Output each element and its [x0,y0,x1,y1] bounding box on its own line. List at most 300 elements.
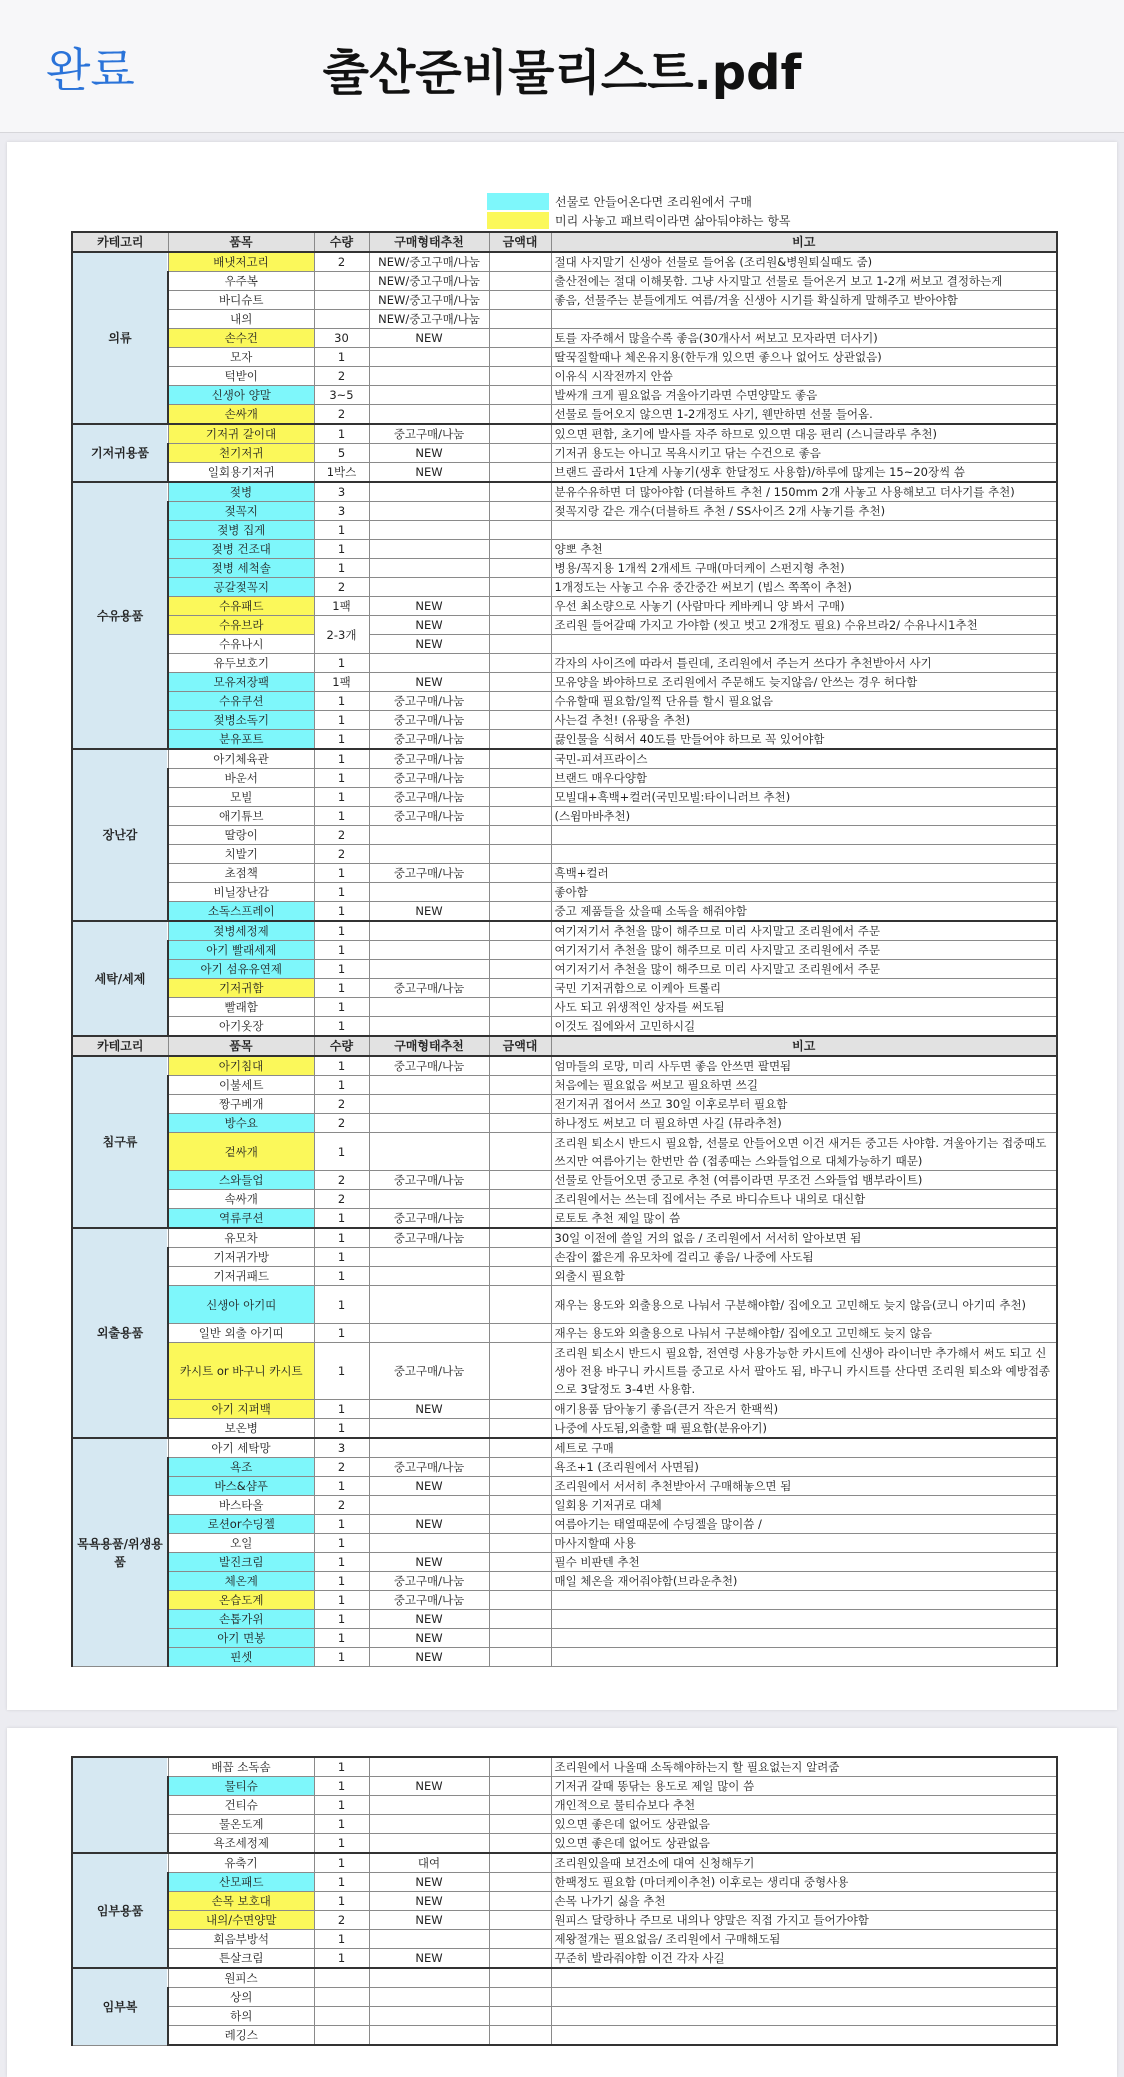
price-cell [489,1591,551,1610]
note-cell: 양뽀 추천 [551,540,1057,559]
price-cell [489,635,551,654]
note-cell: 브랜드 골라서 1단계 사놓기(생후 한달정도 사용함)/하루에 많게는 15~20장씩 씀 [551,463,1057,483]
price-cell [489,1988,551,2007]
qty-cell: 2 [314,405,369,425]
item-cell: 유모차 [168,1228,314,1248]
item-cell: 아기옷장 [168,1017,314,1037]
item-cell: 모빌 [168,788,314,807]
buy-type-cell: 중고구매/나눔 [369,788,489,807]
price-cell [489,1458,551,1477]
table-row [72,1209,1057,1229]
table-row [72,1515,1057,1534]
item-cell: 이불세트 [168,1076,314,1095]
note-cell [551,2026,1057,2046]
item-cell: 로션or수딩젤 [168,1515,314,1534]
item-cell: 젖병 세척솔 [168,559,314,578]
note-cell: 마사지할때 사용 [551,1534,1057,1553]
price-cell [489,730,551,750]
item-cell: 체온계 [168,1572,314,1591]
buy-type-cell: NEW [369,1553,489,1572]
note-cell: 중고 제품들을 샀을때 소독을 해줘야함 [551,902,1057,922]
category-cell: 외출용품 [72,1228,168,1438]
price-cell [489,1286,551,1324]
buy-type-cell: 중고구매/나눔 [369,807,489,826]
legend-item [487,211,791,230]
price-cell [489,1228,551,1248]
note-cell: 각자의 사이즈에 따라서 틀린데, 조리원에서 주는거 쓰다가 추천받아서 사기 [551,654,1057,673]
item-cell: 아기 섬유유연제 [168,960,314,979]
item-cell: 수유나시 [168,635,314,654]
table-row [72,1648,1057,1667]
item-cell: 아기 세탁망 [168,1438,314,1458]
price-cell [489,1343,551,1400]
price-cell [489,1648,551,1667]
qty-cell: 3 [314,482,369,502]
note-cell: 욕조+1 (조리원에서 사면됨) [551,1458,1057,1477]
header-category: 카테고리 [72,1036,168,1056]
buy-type-cell [369,1968,489,1988]
header-item: 품목 [168,1036,314,1056]
qty-cell: 1 [314,1572,369,1591]
price-cell [489,1017,551,1037]
table-row [72,1834,1057,1854]
note-cell: 좋아함 [551,883,1057,902]
buy-type-cell [369,540,489,559]
qty-cell: 1 [314,1892,369,1911]
qty-cell [314,2007,369,2026]
qty-cell: 1 [314,1076,369,1095]
item-cell: 핀셋 [168,1648,314,1667]
note-cell [551,1610,1057,1629]
qty-cell: 1 [314,1056,369,1076]
qty-cell [314,2026,369,2046]
buy-type-cell [369,883,489,902]
item-cell: 배냇저고리 [168,252,314,272]
buy-type-cell: NEW [369,1949,489,1969]
table-row [72,597,1057,616]
note-cell: 조리원 퇴소시 반드시 필요함, 선물로 안들어오면 이건 새거든 중고든 사야함. 겨울아기는 접중때도 쓰지만 여름아기는 한번만 씀 (접종때는 스와들업으로 대체가능하기 때문) [551,1133,1057,1171]
note-cell: 외출시 필요함 [551,1267,1057,1286]
price-cell [489,1477,551,1496]
qty-cell: 2 [314,578,369,597]
item-cell: 회음부방석 [168,1930,314,1949]
price-cell [489,845,551,864]
table-row [72,1190,1057,1209]
buy-type-cell [369,941,489,960]
qty-cell: 1 [314,1133,369,1171]
qty-cell: 2 [314,1095,369,1114]
qty-cell: 1 [314,960,369,979]
legend-text: 선물로 안들어온다면 조리원에서 구매 [555,195,752,209]
table-row [72,1911,1057,1930]
qty-cell: 2 [314,1911,369,1930]
buy-type-cell [369,1190,489,1209]
buy-type-cell: 중고구매/나눔 [369,692,489,711]
qty-cell: 1 [314,788,369,807]
buy-type-cell [369,405,489,425]
price-cell [489,921,551,941]
buy-type-cell: NEW [369,1610,489,1629]
price-cell [489,769,551,788]
legend-swatch-cyan [487,193,549,210]
qty-cell: 2 [314,252,369,272]
qty-cell: 1 [314,941,369,960]
qty-cell: 1 [314,1477,369,1496]
buy-type-cell [369,2026,489,2046]
buy-type-cell [369,998,489,1017]
buy-type-cell: NEW/중고구매/나눔 [369,310,489,329]
table-row [72,1228,1057,1248]
qty-cell: 1 [314,540,369,559]
note-cell: 여기저기서 추천을 많이 해주므로 미리 사지말고 조리원에서 주문 [551,941,1057,960]
qty-cell: 1 [314,1534,369,1553]
item-cell: 짱구베개 [168,1095,314,1114]
table-row [72,979,1057,998]
pdf-page-1 [7,142,1117,1710]
qty-cell: 1 [314,1610,369,1629]
note-cell: 사도 되고 위생적인 상자를 써도됨 [551,998,1057,1017]
header-price: 금액대 [489,232,551,252]
table-row [72,482,1057,502]
buy-type-cell [369,2007,489,2026]
item-cell: 턱받이 [168,367,314,386]
note-cell [551,826,1057,845]
price-cell [489,252,551,272]
category-cell: 세탁/세제 [72,921,168,1036]
item-cell: 상의 [168,1988,314,2007]
qty-cell: 1 [314,348,369,367]
price-cell [489,1400,551,1419]
table-row [72,1534,1057,1553]
qty-cell: 1 [314,1419,369,1439]
qty-cell: 1 [314,902,369,922]
item-cell: 젖꼭지 [168,502,314,521]
buy-type-cell: NEW [369,1629,489,1648]
qty-cell: 1 [314,1324,369,1343]
qty-cell: 2 [314,367,369,386]
category-cell: 기저귀용품 [72,424,168,482]
buy-type-cell [369,1095,489,1114]
note-cell [551,1988,1057,2007]
note-cell: 1개정도는 사놓고 수유 중간중간 써보기 (빕스 쪽쪽이 추천) [551,578,1057,597]
item-cell: 수유패드 [168,597,314,616]
buy-type-cell [369,1496,489,1515]
item-cell: 소독스프레이 [168,902,314,922]
note-cell: 기저귀 용도는 아니고 목욕시키고 닦는 수건으로 좋음 [551,444,1057,463]
buy-type-cell [369,1133,489,1171]
qty-cell: 1 [314,1853,369,1873]
table-row [72,329,1057,348]
price-cell [489,902,551,922]
price-cell [489,673,551,692]
item-cell: 초점책 [168,864,314,883]
note-cell: 조리원 퇴소시 반드시 필요함, 전연령 사용가능한 카시트에 신생아 라이너만 추가해서 써도 되고 신생아 전용 바구니 카시트를 중고로 사서 팔아도 됨, 바구니 카시트를 산다면 조리원 퇴소와 예방접종으로 3달정도 3-4번 사용함. [551,1343,1057,1400]
category-cell: 임부복 [72,1968,168,2045]
item-cell: 모유저장팩 [168,673,314,692]
table-row [72,348,1057,367]
item-cell: 내의/수면양말 [168,1911,314,1930]
item-cell: 카시트 or 바구니 카시트 [168,1343,314,1400]
qty-cell: 1 [314,1949,369,1969]
note-cell: 전기저귀 접어서 쓰고 30일 이후로부터 필요함 [551,1095,1057,1114]
buy-type-cell: NEW [369,1400,489,1419]
qty-cell [314,1968,369,1988]
note-cell: 흑백+컬러 [551,864,1057,883]
item-cell: 기저귀함 [168,979,314,998]
buy-type-cell [369,578,489,597]
item-cell: 손목 보호대 [168,1892,314,1911]
price-cell [489,1248,551,1267]
table-row [72,1248,1057,1267]
table-row [72,578,1057,597]
buy-type-cell [369,1267,489,1286]
item-cell: 방수요 [168,1114,314,1133]
qty-cell: 1 [314,921,369,941]
note-cell: 나중에 사도됨,외출할 때 필요함(분유아기) [551,1419,1057,1439]
qty-cell: 3 [314,502,369,521]
note-cell [551,1968,1057,1988]
buy-type-cell: NEW [369,1515,489,1534]
item-cell: 욕조 [168,1458,314,1477]
buy-type-cell: NEW/중고구매/나눔 [369,272,489,291]
note-cell: 이유식 시작전까지 안씀 [551,367,1057,386]
price-cell [489,864,551,883]
buy-type-cell [369,1930,489,1949]
table-row [72,405,1057,425]
table-row [72,1267,1057,1286]
item-cell: 유두보호기 [168,654,314,673]
price-cell [489,1133,551,1171]
note-cell: 여름아기는 태열때문에 수딩젤을 많이씀 / [551,1515,1057,1534]
table-row [72,463,1057,483]
price-cell [489,1777,551,1796]
buy-type-cell [369,1534,489,1553]
qty-cell: 2 [314,1171,369,1190]
buy-type-cell [369,1757,489,1777]
note-cell: 조리원에서 나올때 소독해야하는지 할 필요없는지 알려줌 [551,1757,1057,1777]
qty-cell: 1 [314,711,369,730]
buy-type-cell [369,1834,489,1854]
price-cell [489,1610,551,1629]
item-cell: 물온도계 [168,1815,314,1834]
note-cell: 엄마들의 로망, 미리 사두면 좋음 안쓰면 팔면됨 [551,1056,1057,1076]
buy-type-cell: 중고구매/나눔 [369,730,489,750]
price-cell [489,1930,551,1949]
item-cell: 신생아 양말 [168,386,314,405]
qty-cell: 1 [314,1648,369,1667]
buy-type-cell [369,1076,489,1095]
table-row [72,1286,1057,1324]
qty-cell: 5 [314,444,369,463]
item-cell: 하의 [168,2007,314,2026]
price-cell [489,1572,551,1591]
price-cell [489,826,551,845]
buy-type-cell: 중고구매/나눔 [369,1171,489,1190]
item-cell: 신생아 아기띠 [168,1286,314,1324]
buy-type-cell [369,960,489,979]
legend-swatch-yellow [487,212,549,229]
price-cell [489,1629,551,1648]
header-category: 카테고리 [72,232,168,252]
price-cell [489,998,551,1017]
table-row [72,1853,1057,1873]
buy-type-cell: 중고구매/나눔 [369,1591,489,1610]
price-cell [489,482,551,502]
table-row [72,1572,1057,1591]
note-cell: 꾸준히 발라줘야함 이건 각자 사길 [551,1949,1057,1969]
buy-type-cell [369,1248,489,1267]
item-cell: 모자 [168,348,314,367]
qty-cell: 1 [314,1834,369,1854]
note-cell [551,1591,1057,1610]
table-row [72,1757,1057,1777]
buy-type-cell: NEW [369,635,489,654]
table-row [72,1133,1057,1171]
qty-cell: 1 [314,424,369,444]
price-cell [489,1496,551,1515]
item-cell: 기저귀패드 [168,1267,314,1286]
item-cell: 스와들업 [168,1171,314,1190]
price-cell [489,1095,551,1114]
buy-type-cell: 대여 [369,1853,489,1873]
buy-type-cell: 중고구매/나눔 [369,1209,489,1229]
category-cell: 목욕용품/위생용품 [72,1438,168,1667]
note-cell: 있으면 좋은데 없어도 상관없음 [551,1834,1057,1854]
qty-cell: 1박스 [314,463,369,483]
price-cell [489,941,551,960]
note-cell: 국민-피셔프라이스 [551,749,1057,769]
price-cell [489,1267,551,1286]
note-cell: 있으면 편함, 초기에 발사를 자주 하므로 있으면 대응 편리 (스니글라루 추천) [551,424,1057,444]
buy-type-cell [369,654,489,673]
header-buy-type: 구매형태추천 [369,232,489,252]
table-row [72,2026,1057,2046]
table-header-row [72,1036,1057,1056]
price-cell [489,386,551,405]
note-cell: 선물로 들어오지 않으면 1-2개정도 사기, 웬만하면 선물 들어옴. [551,405,1057,425]
table-row [72,424,1057,444]
legend-text: 미리 사놓고 패브릭이라면 삶아둬야하는 항목 [555,214,791,228]
table-row [72,1930,1057,1949]
qty-cell: 1 [314,1228,369,1248]
header-price: 금액대 [489,1036,551,1056]
table-row [72,1968,1057,1988]
price-cell [489,788,551,807]
note-cell [551,2007,1057,2026]
item-cell: 내의 [168,310,314,329]
item-cell: 빨래함 [168,998,314,1017]
table-row [72,444,1057,463]
item-cell: 기저귀가방 [168,1248,314,1267]
price-cell [489,1534,551,1553]
table-row [72,1438,1057,1458]
table-header-row [72,232,1057,252]
price-cell [489,1553,551,1572]
buy-type-cell: NEW [369,329,489,348]
price-cell [489,291,551,310]
qty-cell: 1 [314,692,369,711]
item-cell: 건티슈 [168,1796,314,1815]
note-cell: (스윔마바추천) [551,807,1057,826]
header-item: 품목 [168,232,314,252]
price-cell [489,2007,551,2026]
buy-type-cell [369,521,489,540]
buy-type-cell [369,559,489,578]
pdf-page-2 [7,1728,1117,2077]
note-cell: 이것도 집에와서 고민하시길 [551,1017,1057,1037]
qty-cell: 1 [314,749,369,769]
price-cell [489,348,551,367]
table-row [72,883,1057,902]
price-cell [489,1419,551,1439]
note-cell: 여기저기서 추천을 많이 해주므로 미리 사지말고 조리원에서 주문 [551,960,1057,979]
price-cell [489,1834,551,1854]
buy-type-cell: NEW [369,1911,489,1930]
qty-cell: 1 [314,1515,369,1534]
item-cell: 아기 빨래세제 [168,941,314,960]
item-cell: 분유포트 [168,730,314,750]
item-cell: 기저귀 갈이대 [168,424,314,444]
table-row [72,1591,1057,1610]
item-cell: 젖병 집게 [168,521,314,540]
buy-type-cell [369,348,489,367]
qty-cell: 1 [314,883,369,902]
document-title: 출산준비물리스트.pdf [322,45,802,101]
qty-cell: 1 [314,559,369,578]
qty-cell [314,272,369,291]
item-cell: 바디슈트 [168,291,314,310]
qty-cell [314,291,369,310]
buy-type-cell [369,1324,489,1343]
note-cell: 조리원에서 서서히 추천받아서 구매해놓으면 됨 [551,1477,1057,1496]
qty-cell: 2-3개 [314,616,369,654]
qty-cell [314,1988,369,2007]
checklist-table-continued [71,1756,1058,2046]
item-cell: 보온병 [168,1419,314,1439]
note-cell: 조리원에서는 쓰는데 집에서는 주로 바디슈트나 내의로 대신함 [551,1190,1057,1209]
price-cell [489,559,551,578]
table-row [72,864,1057,883]
buy-type-cell: NEW/중고구매/나눔 [369,291,489,310]
qty-cell: 1 [314,1017,369,1037]
price-cell [489,979,551,998]
note-cell: 필수 비판텐 추천 [551,1553,1057,1572]
buy-type-cell: 중고구매/나눔 [369,979,489,998]
table-row [72,252,1057,272]
table-row [72,960,1057,979]
price-cell [489,540,551,559]
note-cell: 딸꾹질할때나 체온유지용(한두개 있으면 좋으나 없어도 상관없음) [551,348,1057,367]
qty-cell: 1 [314,654,369,673]
buy-type-cell [369,1815,489,1834]
buy-type-cell: NEW/중고구매/나눔 [369,252,489,272]
item-cell: 유축기 [168,1853,314,1873]
top-bar [0,0,1124,133]
done-button[interactable]: 완료 [46,43,135,97]
item-cell: 바운서 [168,769,314,788]
qty-cell: 1 [314,1209,369,1229]
header-note: 비고 [551,1036,1057,1056]
price-cell [489,1796,551,1815]
buy-type-cell: 중고구매/나눔 [369,1572,489,1591]
category-cell [72,1757,168,1853]
note-cell: 병용/꼭지용 1개씩 2개세트 구매(마더케이 스펀지형 추천) [551,559,1057,578]
item-cell: 바스타올 [168,1496,314,1515]
table-row [72,559,1057,578]
qty-cell: 1 [314,1400,369,1419]
buy-type-cell: NEW [369,902,489,922]
table-row [72,521,1057,540]
